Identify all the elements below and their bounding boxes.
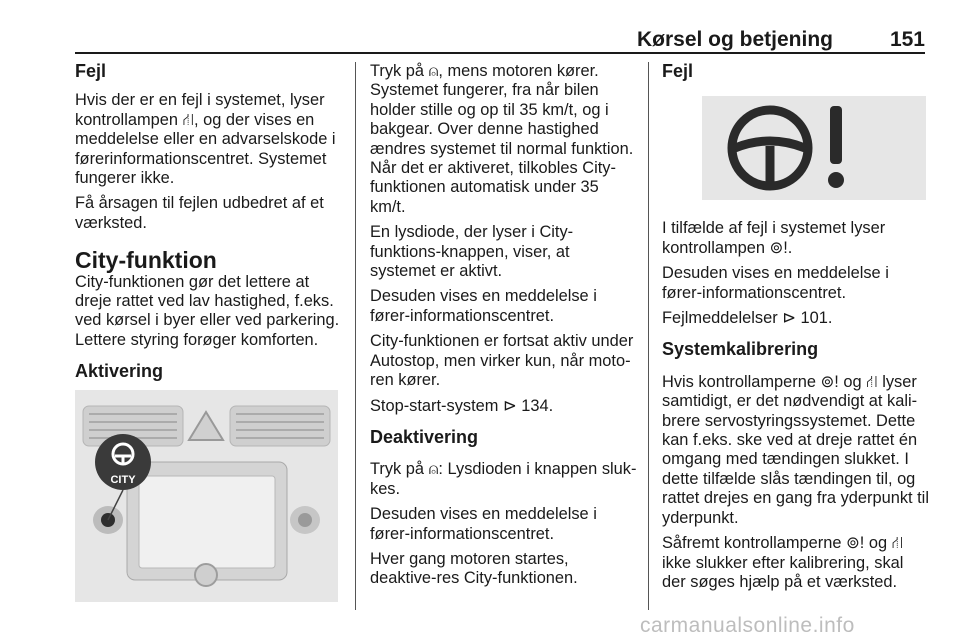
watermark: carmanualsonline.info <box>640 614 855 637</box>
paragraph: Hver gang motoren startes, deaktive-res City-funktionen. <box>370 549 578 588</box>
section-heading-deaktivering: Deaktivering <box>370 426 479 447</box>
paragraph: Få årsagen til fejlen udbedret af et værksted. <box>75 194 324 232</box>
steering-warning-illustration <box>702 96 926 200</box>
column-divider <box>648 62 649 610</box>
paragraph: Tryk på ⍝: Lysdioden i knappen sluk-kes. <box>370 460 637 498</box>
paragraph: Såfremt kontrollamperne ⊚! og ⛙ ikke slukker efter kalibrering, skal der søges hjælp på et værksted. <box>662 534 904 591</box>
column-left <box>75 62 345 395</box>
paragraph: Hvis der er en fejl i systemet, lyser kontrollampen ⛙, og der vises en meddelelse eller en advarselskode i førerinformationscentret. Systemet fungerer ikke. <box>75 91 336 188</box>
paragraph: City-funktionen gør det lettere at dreje rattet ved lav hastighed, f.eks. ved kørsel i byer eller ved parkering. Lettere styring forøger komforten. <box>75 272 340 349</box>
dashboard-illustration <box>75 390 338 602</box>
city-button-label: CITY <box>110 474 136 486</box>
section-heading-fejl: Fejl <box>75 61 107 81</box>
paragraph: Fejlmeddelelser ⊳ 101. <box>662 309 833 328</box>
section-heading-city: City-funktion <box>75 247 217 274</box>
header-rule <box>75 52 925 54</box>
column-divider <box>355 62 356 610</box>
paragraph: City-funktionen er fortsat aktiv under Autostop, men virker kun, når moto-ren kører. <box>370 332 634 390</box>
dashboard-svg <box>75 390 338 602</box>
paragraph: Desuden vises en meddelelse i fører-informationscentret. <box>662 264 889 302</box>
paragraph: Stop-start-system ⊳ 134. <box>370 396 554 415</box>
page-number: 151 <box>889 28 925 51</box>
paragraph: Desuden vises en meddelelse i fører-informationscentret. <box>370 287 597 325</box>
column-middle <box>370 62 638 595</box>
section-heading-fejl-right: Fejl <box>662 61 694 81</box>
paragraph: Tryk på ⍝, mens motoren kører. Systemet fungerer, fra når bilen holder stille og op til 35 km/t, og i bakgear. Over denne hastighed ændres systemet til normal funktion. Når det er aktiveret, tilkobles City-funktionen automatisk under 35 km/t. <box>370 62 634 216</box>
paragraph: Desuden vises en meddelelse i fører-informationscentret. <box>370 505 597 543</box>
steering-warning-icon <box>702 96 926 200</box>
section-heading-kalibrering: Systemkalibrering <box>662 339 819 360</box>
paragraph: Hvis kontrollamperne ⊚! og ⛙ lyser samtidigt, er det nødvendigt at kali-brere servostyringssystemet. Dette kan f.eks. ske ved at dreje rattet én omgang med tændingen slukket. I dette tilfælde slås tændingen til, og rattet drejes en gang fra yderpunkt til yderpunkt. <box>662 372 929 527</box>
paragraph: En lysdiode, der lyser i City-funktions-knappen, viser, at systemet er aktivt. <box>370 223 574 281</box>
paragraph: I tilfælde af fejl i systemet lyser kontrollampen ⊚!. <box>662 219 886 257</box>
page-header <box>75 24 925 54</box>
page-title: Kørsel og betjening <box>636 28 833 51</box>
section-heading-aktivering: Aktivering <box>75 361 164 382</box>
